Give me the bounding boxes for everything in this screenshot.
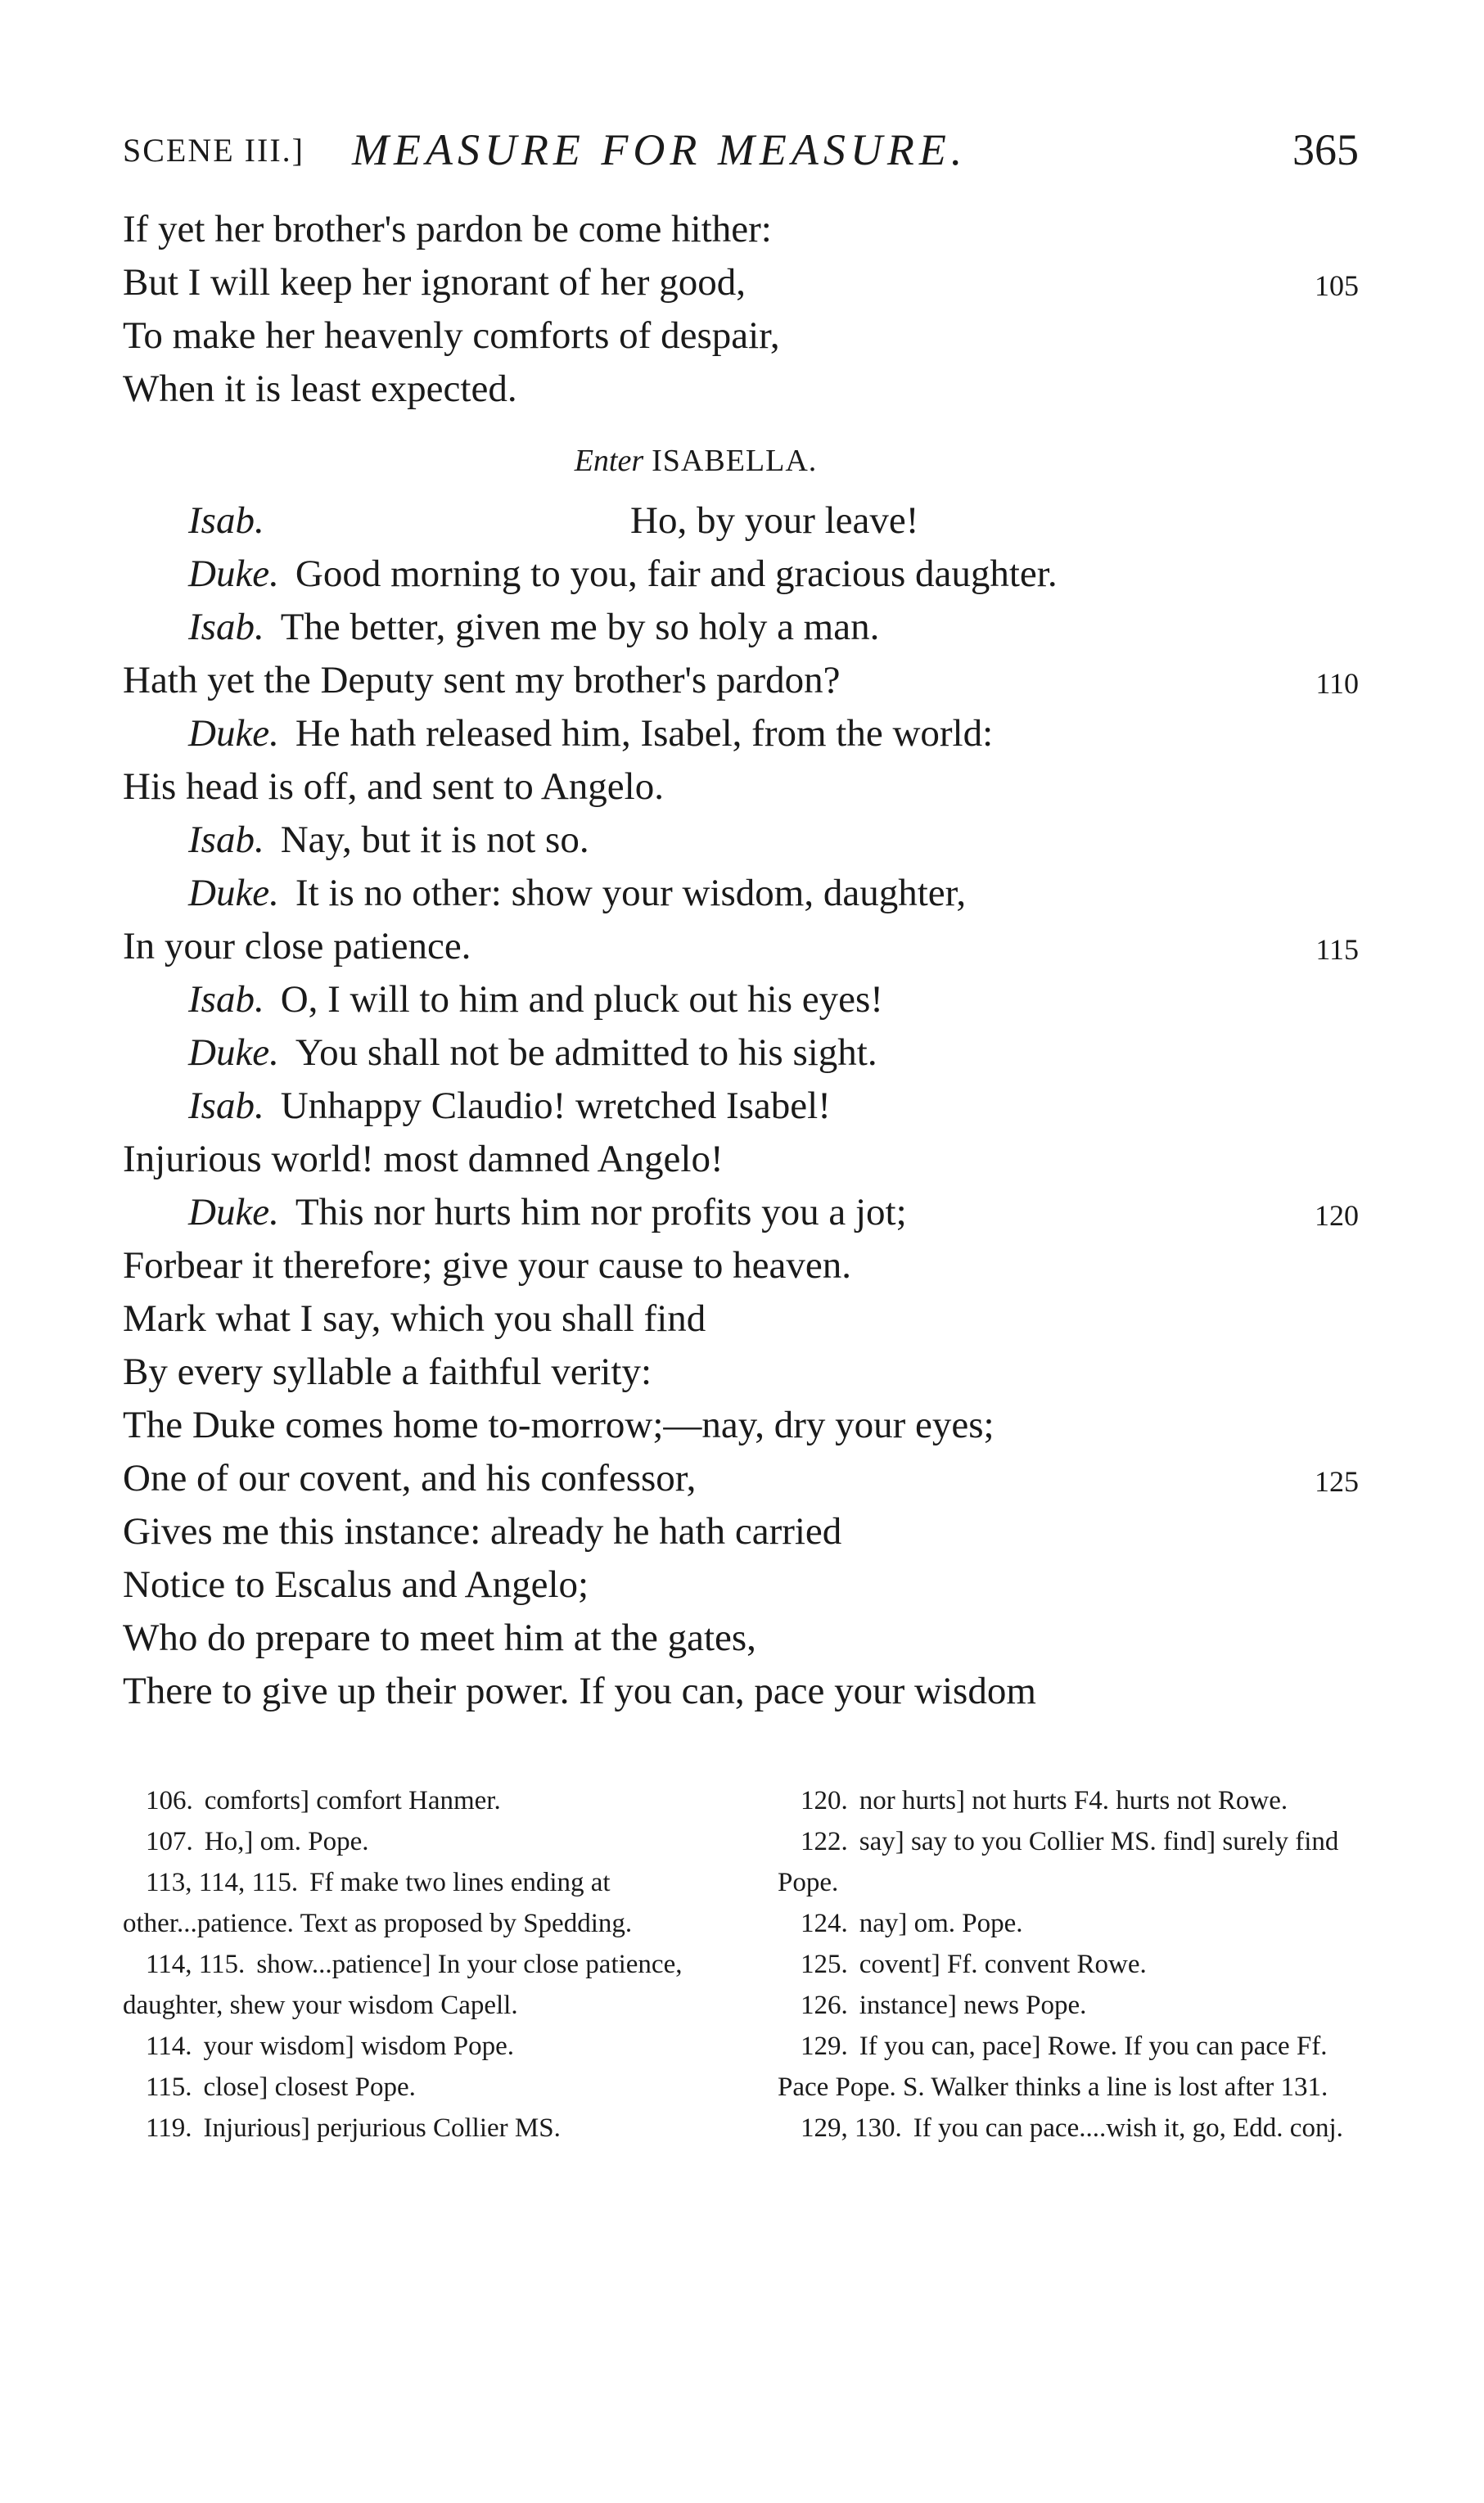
textual-note: [778, 1780, 1359, 1821]
line-number: 125: [1315, 1465, 1359, 1498]
verse-text: When it is least expected.: [123, 368, 517, 410]
verse-block: [123, 203, 1359, 1718]
verse-line: [123, 1346, 1359, 1399]
verse-line: [123, 814, 1359, 867]
stage-character: ISABELLA.: [652, 444, 818, 478]
verse-line: [123, 548, 1359, 601]
verse-line: [123, 494, 1359, 548]
line-number: 110: [1315, 667, 1359, 700]
verse-line: [123, 1239, 1359, 1292]
textual-note: [778, 1985, 1359, 2026]
play-title: MEASURE FOR MEASURE.: [352, 125, 968, 174]
verse-line: [123, 1505, 1359, 1558]
verse-text: Injurious world! most damned Angelo!: [123, 1138, 724, 1180]
note-text: show...patience] In your close patience, daughter, shew your wisdom Capell.: [123, 1950, 683, 2020]
note-text: instance] news Pope.: [859, 1991, 1087, 2020]
verse-text: Duke. This nor hurts him nor profits you a jot;: [188, 1191, 907, 1233]
verse-text: In your close patience.: [123, 925, 471, 967]
stage-direction: [123, 416, 1359, 494]
verse-line: [123, 309, 1359, 363]
note-line-ref: 113, 114, 115.: [146, 1868, 299, 1897]
note-text: Injurious] perjurious Collier MS.: [203, 2113, 561, 2143]
verse-line: [123, 973, 1359, 1026]
note-line-ref: 114.: [146, 2032, 192, 2061]
textual-note: [778, 1944, 1359, 1985]
verse-text: Forbear it therefore; give your cause to heaven.: [123, 1244, 852, 1287]
verse-text: But I will keep her ignorant of her good,: [123, 261, 746, 304]
note-line-ref: 129, 130.: [801, 2113, 902, 2143]
speaker-name: Isab.: [188, 499, 264, 542]
verse-line: [123, 1399, 1359, 1452]
note-text: covent] Ff. convent Rowe.: [859, 1950, 1147, 1979]
verse-line: [123, 1026, 1359, 1080]
verse-text: To make her heavenly comforts of despair,: [123, 314, 780, 357]
verse-line: [123, 256, 1359, 309]
verse-line: [123, 654, 1359, 707]
speaker-name: Duke.: [188, 1031, 279, 1074]
stage-enter: Enter: [574, 444, 644, 478]
verse-text: One of our covent, and his confessor,: [123, 1457, 697, 1500]
notes-right-column: [778, 1780, 1359, 2149]
textual-notes: [123, 1780, 1359, 2149]
verse-text: By every syllable a faithful verity:: [123, 1351, 652, 1393]
verse-line: [123, 1133, 1359, 1186]
note-text: your wisdom] wisdom Pope.: [203, 2032, 515, 2061]
verse-text: The Duke comes home to-morrow;—nay, dry your eyes;: [123, 1404, 995, 1446]
note-text: say] say to you Collier MS. find] surely find Pope.: [778, 1827, 1339, 1897]
verse-line: [123, 1612, 1359, 1665]
verse-line: [123, 1186, 1359, 1239]
verse-text: Gives me this instance: already he hath carried: [123, 1510, 842, 1553]
verse-line: [123, 1292, 1359, 1346]
notes-left-column: [123, 1780, 704, 2149]
verse-text: Isab. Unhappy Claudio! wretched Isabel!: [188, 1085, 831, 1127]
speaker-name: Duke.: [188, 712, 279, 755]
verse-text: Hath yet the Deputy sent my brother's pardon?: [123, 659, 841, 701]
speaker-name: Duke.: [188, 872, 279, 914]
note-line-ref: 124.: [801, 1909, 848, 1938]
note-text: If you can, pace] Rowe. If you can pace Ff. Pace Pope. S. Walker thinks a line is lost after 131.: [778, 2032, 1328, 2102]
verse-text: His head is off, and sent to Angelo.: [123, 765, 664, 808]
note-text: nor hurts] not hurts F4. hurts not Rowe.: [859, 1786, 1288, 1815]
note-line-ref: 114, 115.: [146, 1950, 246, 1979]
textual-note: [778, 1903, 1359, 1944]
note-line-ref: 107.: [146, 1827, 193, 1856]
textual-note: [778, 2026, 1359, 2108]
verse-line: [123, 1452, 1359, 1505]
verse-text: If yet her brother's pardon be come hither:: [123, 208, 772, 250]
note-line-ref: 125.: [801, 1950, 848, 1979]
verse-text: Isab. O, I will to him and pluck out his eyes!: [188, 978, 883, 1021]
note-text: Ff make two lines ending at other...patience. Text as proposed by Spedding.: [123, 1868, 633, 1938]
verse-line: [123, 601, 1359, 654]
line-number: 115: [1315, 933, 1359, 966]
verse-line: [123, 920, 1359, 973]
textual-note: [123, 1821, 704, 1862]
note-text: comforts] comfort Hanmer.: [204, 1786, 501, 1815]
textual-note: [123, 1862, 704, 1944]
speaker-name: Duke.: [188, 552, 279, 595]
page-number: 365: [1292, 125, 1359, 174]
note-text: nay] om. Pope.: [859, 1909, 1023, 1938]
note-line-ref: 115.: [146, 2072, 192, 2102]
scene-label: SCENE III.]: [123, 132, 304, 169]
verse-text: Notice to Escalus and Angelo;: [123, 1563, 589, 1606]
verse-line: [123, 203, 1359, 256]
verse-text: Duke. He hath released him, Isabel, from the world:: [188, 712, 994, 755]
textual-note: [123, 2108, 704, 2149]
verse-line: [123, 1665, 1359, 1718]
verse-text: Duke. Good morning to you, fair and gracious daughter.: [188, 552, 1058, 595]
verse-line: [123, 1080, 1359, 1133]
line-number: 105: [1315, 269, 1359, 302]
textual-note: [123, 2067, 704, 2108]
speaker-name: Duke.: [188, 1191, 279, 1233]
note-text: Ho,] om. Pope.: [204, 1827, 369, 1856]
speaker-name: Isab.: [188, 978, 264, 1021]
textual-note: [123, 1780, 704, 1821]
verse-text: Mark what I say, which you shall find: [123, 1297, 706, 1340]
note-text: If you can pace....wish it, go, Edd. conj.: [913, 2113, 1343, 2143]
line-number: 120: [1315, 1199, 1359, 1232]
textual-note: [123, 1944, 704, 2026]
speaker-name: Isab.: [188, 606, 264, 648]
note-line-ref: 122.: [801, 1827, 848, 1856]
textual-note: [123, 2026, 704, 2067]
verse-text: There to give up their power. If you can, pace your wisdom: [123, 1670, 1036, 1712]
note-line-ref: 126.: [801, 1991, 848, 2020]
verse-text: Isab. Ho, by your leave!: [123, 499, 918, 542]
verse-text: Who do prepare to meet him at the gates,: [123, 1617, 756, 1659]
speaker-name: Isab.: [188, 819, 264, 861]
speaker-name: Isab.: [188, 1085, 264, 1127]
textual-note: [778, 2108, 1359, 2149]
note-line-ref: 129.: [801, 2032, 848, 2061]
verse-text: Isab. The better, given me by so holy a man.: [188, 606, 880, 648]
verse-text: Isab. Nay, but it is not so.: [188, 819, 589, 861]
note-line-ref: 120.: [801, 1786, 848, 1815]
verse-line: [123, 867, 1359, 920]
verse-line: [123, 363, 1359, 416]
verse-text: Duke. You shall not be admitted to his sight.: [188, 1031, 877, 1074]
note-text: close] closest Pope.: [203, 2072, 416, 2102]
running-header: [123, 124, 1359, 182]
note-line-ref: 106.: [146, 1786, 193, 1815]
textual-note: [778, 1821, 1359, 1903]
verse-line: [123, 760, 1359, 814]
verse-line: [123, 707, 1359, 760]
verse-line: [123, 1558, 1359, 1612]
note-line-ref: 119.: [146, 2113, 192, 2143]
verse-text: Duke. It is no other: show your wisdom, daughter,: [188, 872, 967, 914]
